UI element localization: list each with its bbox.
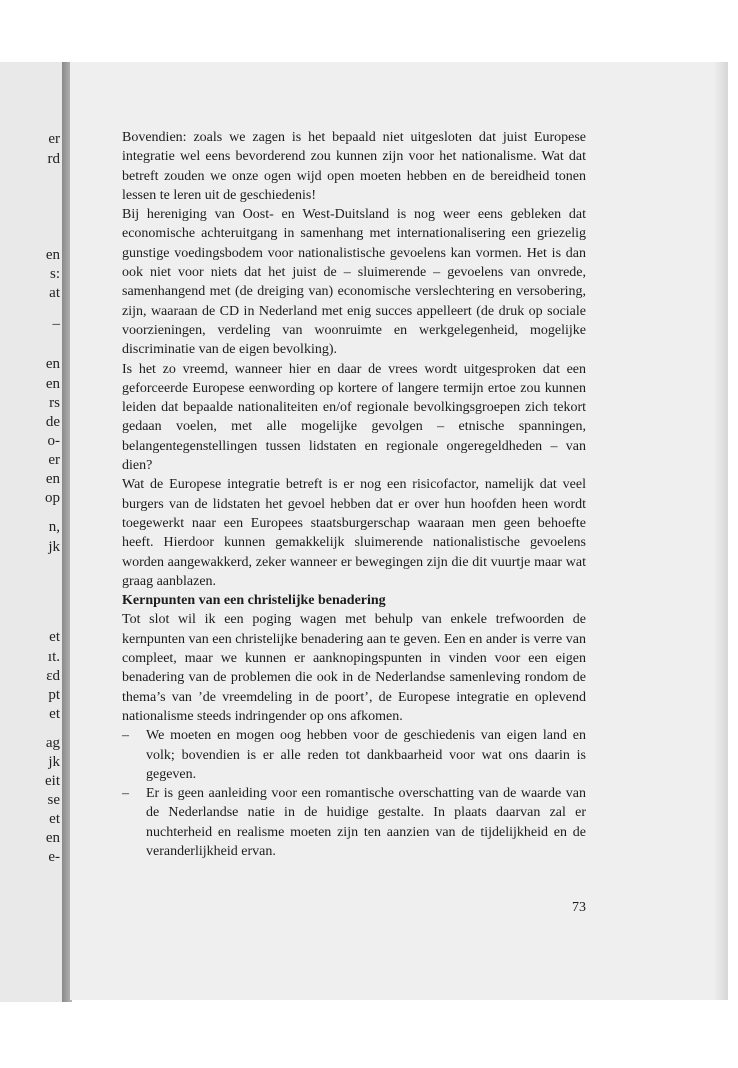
body-text — [122, 128, 586, 861]
paragraph: Bij hereniging van Oost- en West-Duitsland is nog weer eens gebleken dat economische achteruitgang in samenhang met internationalisering een griezelig gunstige voedingsbodem voor nationalistische gevoelens kan vormen. Het is dan ook niet voor niets dat het juist de – sluimerende – gevoelens van onvrede, samenhangend met (de dreiging van) economische verslechtering en versobering, zijn, waaraan de CD in Nederland met enig succes appelleert (de druk op sociale voorzieningen, verdeling van woonruimte en werkgelegenheid, mogelijke discriminatie van de eigen bevolking). — [122, 207, 586, 358]
previous-page-fragment: en — [45, 471, 60, 487]
previous-page-fragment: en — [45, 830, 60, 846]
previous-page-fragment: et — [49, 811, 60, 827]
page-edge-shadow — [714, 62, 728, 1000]
previous-page-fragment: n, — [48, 519, 60, 535]
previous-page-fragment: en — [45, 247, 60, 263]
bullet-item — [122, 726, 586, 784]
previous-page-fragment: o- — [47, 433, 60, 449]
previous-page-fragment: s: — [49, 266, 60, 282]
previous-page-fragment: op — [45, 490, 60, 506]
scan-background — [0, 0, 738, 62]
bullet-dash: – — [122, 728, 129, 744]
previous-page-fragment: et — [49, 629, 60, 645]
previous-page-fragment: at — [49, 285, 60, 301]
previous-page-fragment: – — [52, 316, 60, 332]
previous-page-fragment: er — [48, 452, 60, 468]
section-heading: Kernpunten van een christelijke benadering — [122, 593, 386, 609]
previous-page-fragment: de — [45, 414, 60, 430]
previous-page-fragment: en — [45, 376, 60, 392]
previous-page-fragment: ag — [45, 735, 60, 751]
previous-page-fragment: jk — [48, 539, 60, 555]
previous-page-fragment: rd — [47, 151, 60, 167]
paragraph: Is het zo vreemd, wanneer hier en daar de vrees wordt uitgesproken dat een geforceerde Europese eenwording op kortere of langere termijn ertoe zou kunnen leiden dat bepaalde nationaliteiten en/of regionale bevolkingsgroepen zich tekort gedaan voelen, met alle mogelijke gevolgen – etnische spanningen, belangentegenstellingen tussen lidstaten en regionale ongeregeldheden – van dien? — [122, 361, 586, 474]
previous-page-fragment: et — [49, 706, 60, 722]
previous-page-fragment: en — [45, 356, 60, 372]
previous-page-fragment: ɛd — [46, 668, 60, 684]
previous-page-fragment: e- — [48, 849, 60, 865]
paragraph: Tot slot wil ik een poging wagen met behulp van enkele trefwoorden de kernpunten van een christelijke benadering aan te geven. Een en ander is verre van compleet, maar we kunnen er aanknopingspunten in vinden voor een eigen benadering van de problemen die ook in de Nederlandse samenleving rondom de thema’s van ’de vreemdeling in de poort’, de Europese integratie en oplevend nationalisme steeds indringender op ons afkomen. — [122, 612, 586, 724]
previous-page-fragment: eit — [45, 773, 60, 789]
previous-page-fragment: er — [48, 131, 60, 147]
bullet-text: We moeten en mogen oog hebben voor de geschiedenis van eigen land en volk; bovendien is er alle reden tot dankbaarheid voor wat ons daarin is gegeven. — [146, 728, 586, 782]
previous-page-fragment: jk — [48, 754, 60, 770]
previous-page-fragment: rs — [49, 395, 60, 411]
page-number: 73 — [572, 900, 586, 915]
bullet-dash: – — [122, 786, 129, 802]
previous-page-edge — [0, 62, 62, 1002]
paragraph: Bovendien: zoals we zagen is het bepaald niet uitgesloten dat juist Europese integratie wel eens bevorderend zou kunnen zijn voor het nationalisme. Wat dat betreft zouden we onze ogen wijd open moeten hebben en de bereidheid tonen lessen te leren uit de geschiedenis! — [122, 130, 586, 203]
previous-page-fragment: pt — [48, 687, 60, 703]
bullet-item — [122, 784, 586, 861]
previous-page-fragment: ıt. — [47, 649, 60, 665]
bullet-text: Er is geen aanleiding voor een romantische overschatting van de waarde van de Nederlandse natie in de huidige gestalte. In plaats daarvan zal er nuchterheid en realisme moeten zijn ten aanzien van de tijdelijkheid en de veranderlijkheid ervan. — [146, 786, 586, 859]
paragraph: Wat de Europese integratie betreft is er nog een risicofactor, namelijk dat veel burgers van de lidstaten het gevoel hebben dat er over hun hoofden heen wordt toegewerkt naar een Europees staatsburgerschap waaraan men geen behoefte heeft. Hierdoor kunnen gemakkelijk sluimerende nationalistische gevoelens worden aangewakkerd, zeker wanneer er bewegingen zijn die dit vuurtje maar wat graag aanblazen. — [122, 477, 586, 589]
previous-page-fragment: se — [47, 792, 60, 808]
